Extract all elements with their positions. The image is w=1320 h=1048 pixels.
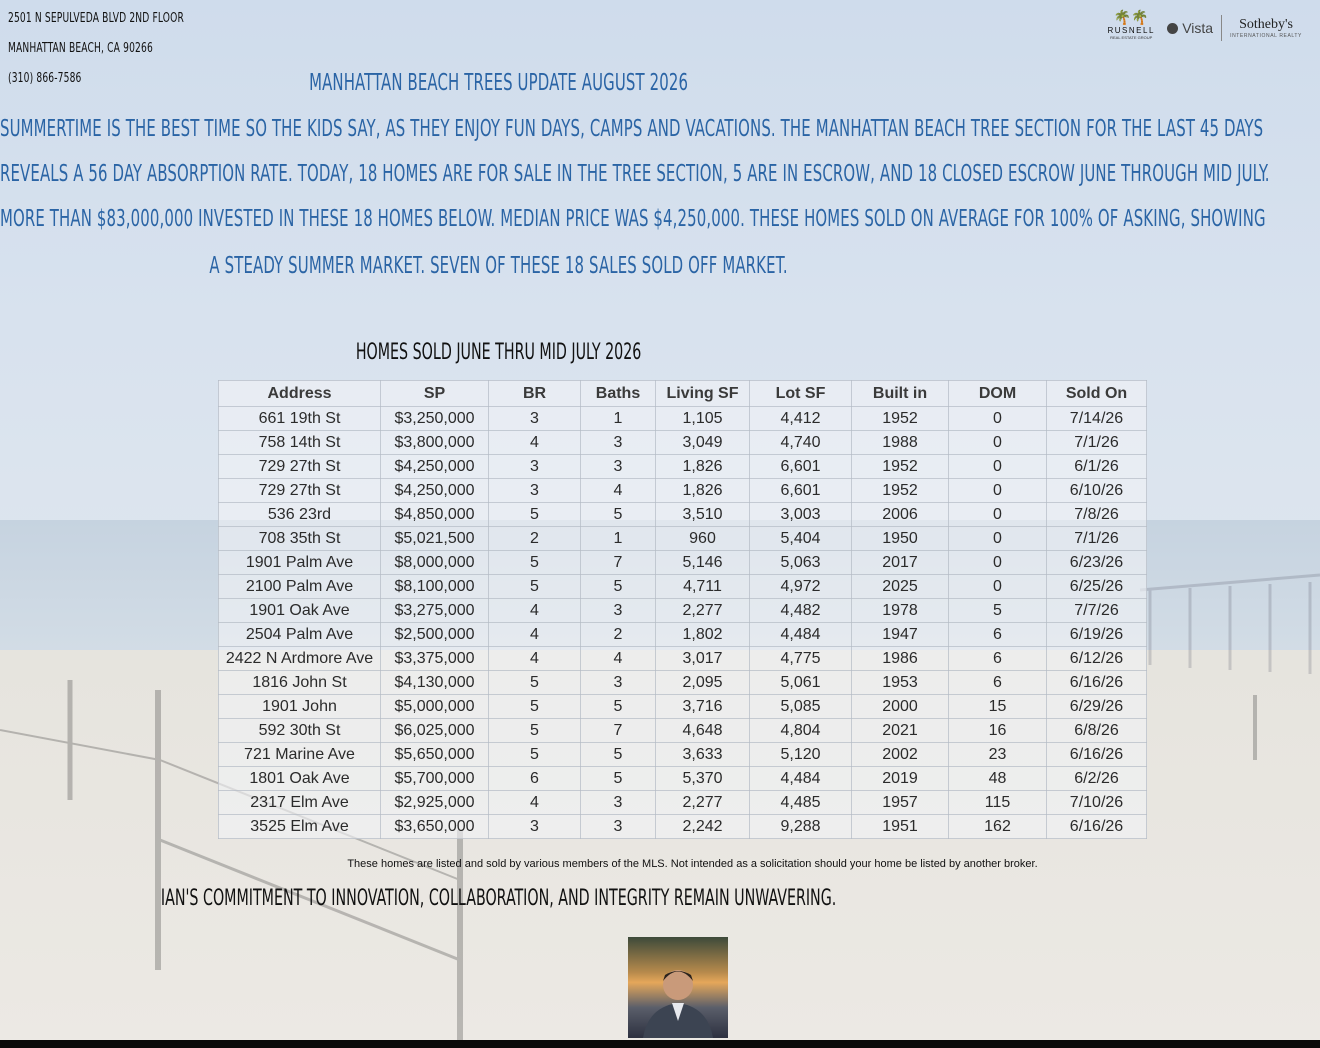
newsletter-title: MANHATTAN BEACH TREES UPDATE AUGUST 2026 [309,70,689,96]
table-cell: 1 [581,407,656,431]
table-cell: 3,716 [656,695,750,719]
table-cell: 4 [489,647,581,671]
vista-label: Vista [1182,20,1214,36]
table-row [219,479,1147,503]
table-row [219,455,1147,479]
bottom-bar [0,1040,1320,1048]
table-cell: 4 [581,647,656,671]
table-cell: 960 [656,527,750,551]
table-row [219,575,1147,599]
table-cell: 1947 [852,623,949,647]
table-cell: 4 [581,479,656,503]
table-cell: 5 [489,671,581,695]
headline-line-1: SUMMERTIME IS THE BEST TIME SO THE KIDS SAY, AS THEY ENJOY FUN DAYS, CAMPS AND VACATIONS. THE MANHATTAN BEACH TREE SECTION FOR THE LAST 45 DAYS [0,116,1264,142]
table-cell: 0 [949,431,1047,455]
table-cell: 4,972 [750,575,852,599]
column-header: DOM [949,381,1047,407]
table-cell: 1953 [852,671,949,695]
table-cell: 2002 [852,743,949,767]
table-cell: 2006 [852,503,949,527]
table-cell: 3 [489,407,581,431]
table-cell: 5 [489,551,581,575]
table-row [219,647,1147,671]
table-cell: 1952 [852,407,949,431]
table-cell: $4,850,000 [381,503,489,527]
table-cell: 5 [949,599,1047,623]
table-cell: $5,700,000 [381,767,489,791]
table-cell: 721 Marine Ave [219,743,381,767]
table-cell: 4,804 [750,719,852,743]
table-cell: 4 [489,599,581,623]
table-header-row [219,381,1147,407]
table-cell: 2 [489,527,581,551]
table-cell: 2019 [852,767,949,791]
table-row [219,743,1147,767]
table-cell: 2017 [852,551,949,575]
table-cell: 6/12/26 [1047,647,1147,671]
headline-line-2: REVEALS A 56 DAY ABSORPTION RATE. TODAY, 18 HOMES ARE FOR SALE IN THE TREE SECTION, 5 ARE IN ESCROW, AND 18 CLOSED ESCROW JUNE THROUGH MID JULY. [0,161,1270,187]
vista-icon [1167,23,1178,34]
table-cell: 1,826 [656,455,750,479]
table-cell: 1816 John St [219,671,381,695]
table-cell: 5 [581,767,656,791]
table-cell: $2,925,000 [381,791,489,815]
table-cell: 1801 Oak Ave [219,767,381,791]
table-cell: 7/1/26 [1047,431,1147,455]
table-cell: 4,648 [656,719,750,743]
table-cell: $8,000,000 [381,551,489,575]
address-line-1: 2501 N SEPULVEDA BLVD 2ND FLOOR [8,11,184,26]
column-header: Address [219,381,381,407]
table-cell: 0 [949,527,1047,551]
table-cell: 4,412 [750,407,852,431]
table-cell: 6 [949,647,1047,671]
table-cell: 708 35th St [219,527,381,551]
sothebys-logo [1230,17,1302,39]
table-cell: 3 [581,455,656,479]
table-cell: 5,085 [750,695,852,719]
table-cell: 3 [581,599,656,623]
table-cell: 5 [489,743,581,767]
table-cell: 4 [489,791,581,815]
table-cell: $4,250,000 [381,455,489,479]
table-cell: 6,601 [750,479,852,503]
table-row [219,407,1147,431]
table-cell: 5 [489,695,581,719]
table-cell: $5,650,000 [381,743,489,767]
table-cell: 3 [489,815,581,839]
table-cell: 1950 [852,527,949,551]
sothebys-name: Sotheby's [1239,17,1293,32]
table-cell: 3,049 [656,431,750,455]
table-cell: $3,275,000 [381,599,489,623]
table-row [219,599,1147,623]
table-cell: 6/16/26 [1047,743,1147,767]
table-cell: 4 [489,431,581,455]
table-cell: 6,601 [750,455,852,479]
table-cell: 6/1/26 [1047,455,1147,479]
phone-number: (310) 866-7586 [8,71,82,86]
table-cell: 1978 [852,599,949,623]
table-cell: 5 [489,503,581,527]
table-cell: 729 27th St [219,455,381,479]
column-header: BR [489,381,581,407]
table-cell: 16 [949,719,1047,743]
table-cell: 4,484 [750,623,852,647]
rusnell-logo [1103,10,1159,46]
table-cell: 5 [581,575,656,599]
table-row [219,623,1147,647]
table-cell: 3 [489,455,581,479]
table-cell: 4,485 [750,791,852,815]
table-cell: 6/19/26 [1047,623,1147,647]
table-cell: 0 [949,575,1047,599]
table-cell: 1901 Oak Ave [219,599,381,623]
table-cell: 5,061 [750,671,852,695]
table-cell: 4,775 [750,647,852,671]
table-cell: 5 [489,719,581,743]
table-cell: 7/8/26 [1047,503,1147,527]
table-cell: $3,800,000 [381,431,489,455]
table-cell: 6/8/26 [1047,719,1147,743]
table-cell: 1,105 [656,407,750,431]
table-title: HOMES SOLD JUNE THRU MID JULY 2026 [355,340,642,365]
table-cell: 2021 [852,719,949,743]
table-cell: 115 [949,791,1047,815]
table-row [219,791,1147,815]
table-cell: 0 [949,407,1047,431]
table-cell: 7/10/26 [1047,791,1147,815]
table-cell: $3,650,000 [381,815,489,839]
table-cell: 7/7/26 [1047,599,1147,623]
table-cell: 3,017 [656,647,750,671]
table-cell: 5 [581,503,656,527]
column-header: SP [381,381,489,407]
homes-sold-table [218,380,1147,839]
table-cell: 0 [949,479,1047,503]
table-cell: 2025 [852,575,949,599]
table-cell: 2422 N Ardmore Ave [219,647,381,671]
table-cell: 162 [949,815,1047,839]
table-cell: $5,021,500 [381,527,489,551]
table-cell: 2504 Palm Ave [219,623,381,647]
table-cell: 7/14/26 [1047,407,1147,431]
table-row [219,503,1147,527]
table-cell: 2317 Elm Ave [219,791,381,815]
table-cell: 6 [949,623,1047,647]
table-cell: 3 [581,431,656,455]
table-cell: 7 [581,551,656,575]
table-row [219,551,1147,575]
table-cell: 1957 [852,791,949,815]
table-row [219,695,1147,719]
vista-logo [1167,20,1213,36]
table-cell: 1988 [852,431,949,455]
table-cell: 3 [489,479,581,503]
headline-line-4: A STEADY SUMMER MARKET. SEVEN OF THESE 18 SALES SOLD OFF MARKET. [209,253,788,279]
table-cell: $4,130,000 [381,671,489,695]
table-cell: 5,370 [656,767,750,791]
table-cell: 758 14th St [219,431,381,455]
table-cell: 5,146 [656,551,750,575]
table-row [219,527,1147,551]
table-cell: 3 [581,815,656,839]
column-header: Lot SF [750,381,852,407]
palm-trees-icon: 🌴🌴 [1113,10,1149,26]
brokerage-logos [1103,10,1302,46]
table-cell: 0 [949,503,1047,527]
column-header: Built in [852,381,949,407]
table-cell: 6/29/26 [1047,695,1147,719]
table-cell: $2,500,000 [381,623,489,647]
table-cell: 6/23/26 [1047,551,1147,575]
table-cell: 2,242 [656,815,750,839]
table-cell: 5 [581,695,656,719]
table-cell: 4,482 [750,599,852,623]
table-row [219,719,1147,743]
table-cell: 6/16/26 [1047,815,1147,839]
table-cell: 5 [581,743,656,767]
table-cell: 5,404 [750,527,852,551]
table-cell: 1951 [852,815,949,839]
table-cell: 4,740 [750,431,852,455]
table-cell: 0 [949,455,1047,479]
commitment-statement: IAN'S COMMITMENT TO INNOVATION, COLLABORATION, AND INTEGRITY REMAIN UNWAVERING. [160,886,837,911]
table-cell: $6,025,000 [381,719,489,743]
table-cell: 1952 [852,479,949,503]
table-cell: 2 [581,623,656,647]
table-cell: 5 [489,575,581,599]
table-cell: 3 [581,791,656,815]
table-row [219,767,1147,791]
table-cell: 3525 Elm Ave [219,815,381,839]
table-cell: 1901 John [219,695,381,719]
table-cell: 5,120 [750,743,852,767]
table-cell: $4,250,000 [381,479,489,503]
table-cell: 1901 Palm Ave [219,551,381,575]
table-cell: $3,375,000 [381,647,489,671]
table-cell: 6/2/26 [1047,767,1147,791]
table-cell: 729 27th St [219,479,381,503]
table-cell: 6 [949,671,1047,695]
column-header: Baths [581,381,656,407]
address-line-2: MANHATTAN BEACH, CA 90266 [8,41,153,56]
table-cell: 2000 [852,695,949,719]
table-cell: 1,802 [656,623,750,647]
table-cell: 4,484 [750,767,852,791]
table-cell: 48 [949,767,1047,791]
table-cell: 23 [949,743,1047,767]
table-cell: 6/16/26 [1047,671,1147,695]
table-cell: 661 19th St [219,407,381,431]
table-cell: 536 23rd [219,503,381,527]
column-header: Living SF [656,381,750,407]
table-cell: $8,100,000 [381,575,489,599]
table-cell: 3,510 [656,503,750,527]
table-cell: 2,095 [656,671,750,695]
column-header: Sold On [1047,381,1147,407]
table-cell: 1 [581,527,656,551]
table-cell: 2,277 [656,791,750,815]
table-cell: 5,063 [750,551,852,575]
table-row [219,431,1147,455]
logo-divider [1221,15,1222,41]
table-cell: 2100 Palm Ave [219,575,381,599]
table-cell: 1952 [852,455,949,479]
rusnell-subtitle: REAL ESTATE GROUP [1110,35,1153,40]
table-cell: 2,277 [656,599,750,623]
table-row [219,671,1147,695]
table-cell: 1,826 [656,479,750,503]
table-cell: 0 [949,551,1047,575]
table-cell: 6/25/26 [1047,575,1147,599]
table-cell: 9,288 [750,815,852,839]
table-cell: 6/10/26 [1047,479,1147,503]
rusnell-name: RUSNELL [1107,26,1155,35]
table-cell: 4,711 [656,575,750,599]
table-cell: 15 [949,695,1047,719]
table-row [219,815,1147,839]
table-cell: 1986 [852,647,949,671]
mls-disclaimer: These homes are listed and sold by various members of the MLS. Not intended as a solicitation should your home be listed by another broker. [347,858,1038,870]
table-cell: 592 30th St [219,719,381,743]
table-cell: 4 [489,623,581,647]
headline-line-3: MORE THAN $83,000,000 INVESTED IN THESE 18 HOMES BELOW. MEDIAN PRICE WAS $4,250,000. THESE HOMES SOLD ON AVERAGE FOR 100% OF ASKING, SHOWING [0,206,1266,232]
table-cell: $5,000,000 [381,695,489,719]
table-cell: 7/1/26 [1047,527,1147,551]
table-cell: 3 [581,671,656,695]
table-cell: 3,003 [750,503,852,527]
sothebys-subtitle: INTERNATIONAL REALTY [1230,33,1302,39]
table-cell: 7 [581,719,656,743]
table-cell: 6 [489,767,581,791]
agent-headshot [628,937,728,1038]
table-cell: 3,633 [656,743,750,767]
table-cell: $3,250,000 [381,407,489,431]
